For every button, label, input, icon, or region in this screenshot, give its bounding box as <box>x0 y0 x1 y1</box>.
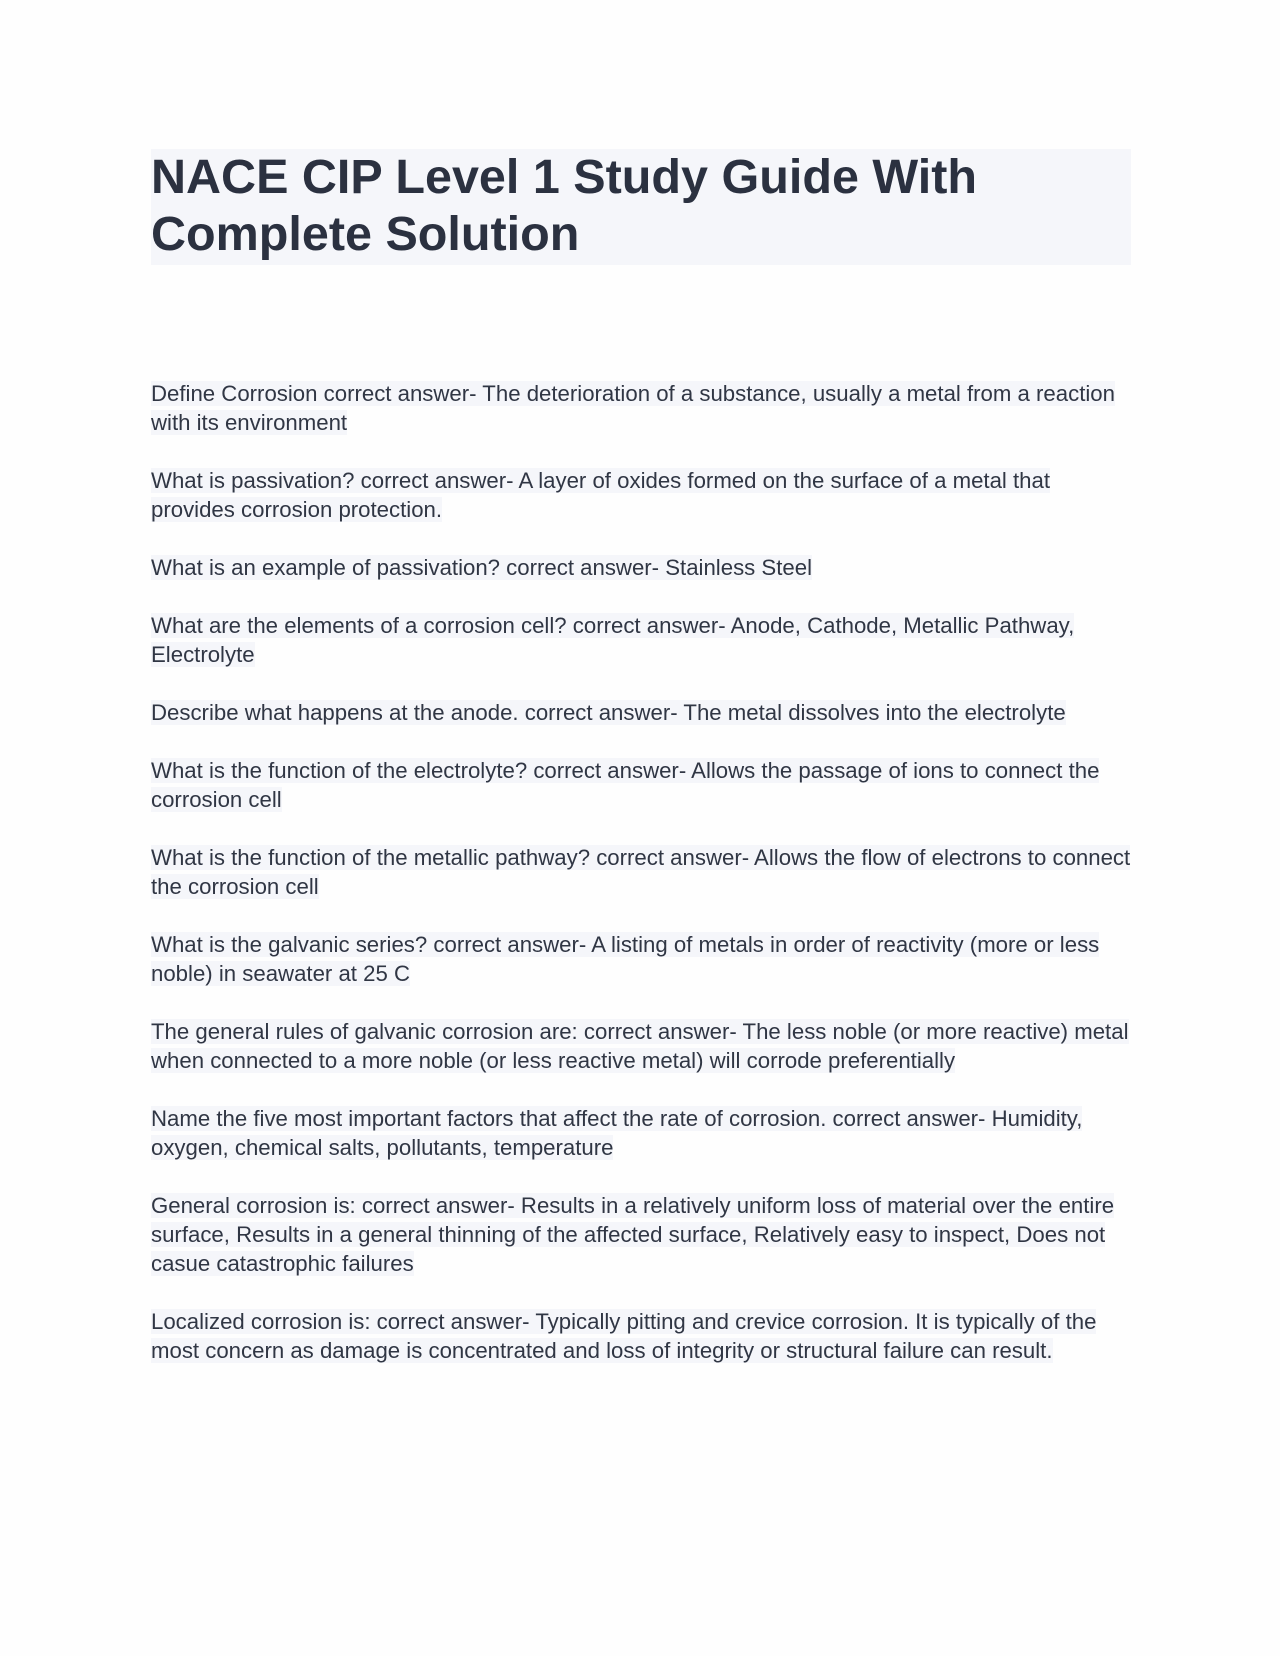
qa-item <box>151 553 1131 582</box>
qa-item <box>151 466 1131 524</box>
qa-text: What is an example of passivation? correct answer- Stainless Steel <box>151 555 812 580</box>
qa-item <box>151 843 1131 901</box>
qa-list <box>151 379 1131 1365</box>
qa-item <box>151 698 1131 727</box>
qa-text: What is the function of the electrolyte? correct answer- Allows the passage of ions to connect the corrosion cell <box>151 758 1100 812</box>
qa-text: What is the function of the metallic pathway? correct answer- Allows the flow of electrons to connect the corrosion cell <box>151 845 1131 899</box>
qa-text: General corrosion is: correct answer- Results in a relatively uniform loss of material over the entire surface, Results in a general thinning of the affected surface, Relatively easy to inspect, Does not casue catastrophic failures <box>151 1193 1115 1276</box>
qa-item <box>151 1017 1131 1075</box>
qa-text: Define Corrosion correct answer- The deterioration of a substance, usually a metal from a reaction with its environment <box>151 381 1115 435</box>
qa-item <box>151 1307 1131 1365</box>
qa-item <box>151 1104 1131 1162</box>
qa-text: Name the five most important factors that affect the rate of corrosion. correct answer- Humidity, oxygen, chemical salts, pollutants, temperature <box>151 1106 1083 1160</box>
qa-item <box>151 379 1131 437</box>
qa-item <box>151 611 1131 669</box>
document-title: NACE CIP Level 1 Study Guide With Complete Solution <box>151 149 1131 265</box>
qa-item <box>151 1191 1131 1278</box>
qa-item <box>151 930 1131 988</box>
qa-text: Localized corrosion is: correct answer- Typically pitting and crevice corrosion. It is typically of the most concern as damage is concentrated and loss of integrity or structural failure can result. <box>151 1309 1097 1363</box>
qa-text: What is the galvanic series? correct answer- A listing of metals in order of reactivity (more or less noble) in seawater at 25 C <box>151 932 1100 986</box>
document-page <box>151 149 1131 1394</box>
qa-text: What is passivation? correct answer- A layer of oxides formed on the surface of a metal that provides corrosion protection. <box>151 468 1051 522</box>
qa-text: Describe what happens at the anode. correct answer- The metal dissolves into the electrolyte <box>151 700 1066 725</box>
qa-item <box>151 756 1131 814</box>
qa-text: The general rules of galvanic corrosion are: correct answer- The less noble (or more reactive) metal when connected to a more noble (or less reactive metal) will corrode preferentially <box>151 1019 1129 1073</box>
qa-text: What are the elements of a corrosion cell? correct answer- Anode, Cathode, Metallic Pathway, Electrolyte <box>151 613 1075 667</box>
